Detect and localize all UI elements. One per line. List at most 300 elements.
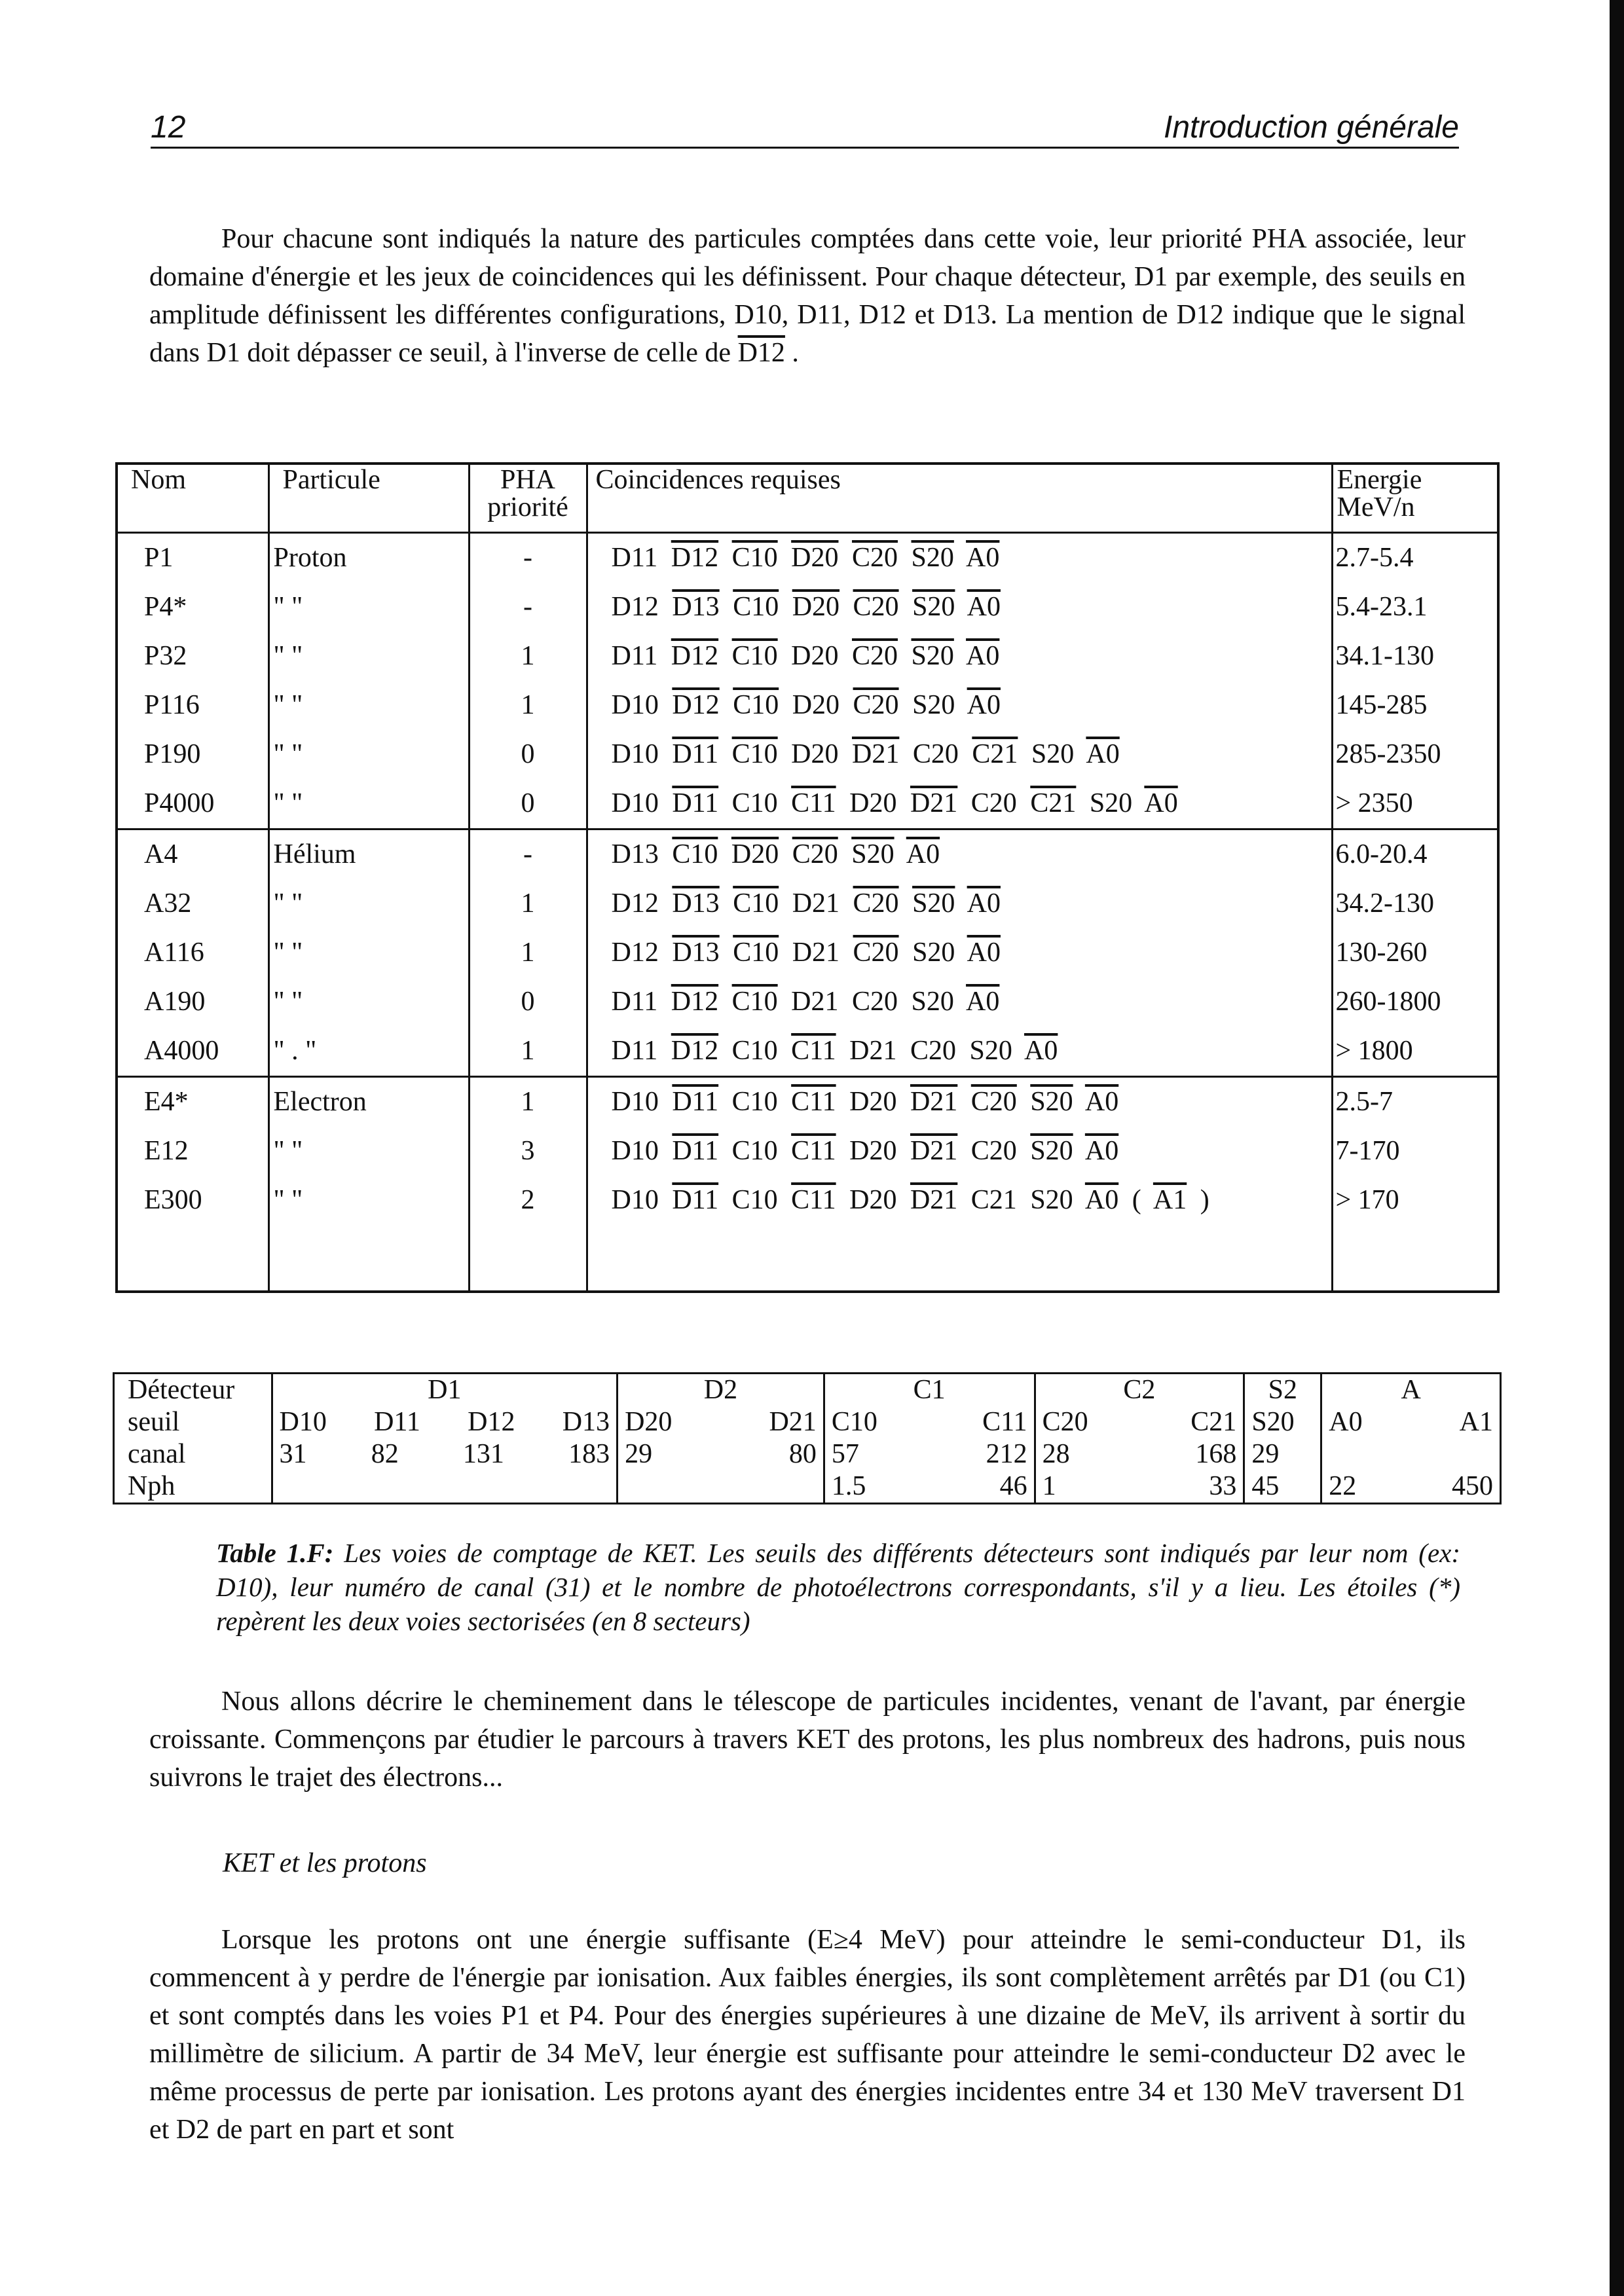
detector-name: A [1401,1375,1421,1405]
channel-coincidences [587,1127,1332,1176]
channel-particle: " " [268,779,469,829]
channel-coincidences [587,681,1332,730]
coincidence-token: S20 [1089,788,1133,818]
coincidence-token-vetoed: S20 [851,839,895,869]
detector-nph-value [625,1470,632,1503]
coincidence-token-vetoed: D12 [671,1036,719,1066]
channel-coincidences [587,829,1332,880]
header-energy-line1: Energie [1337,465,1422,495]
coincidence-token: D11 [611,1036,658,1066]
coincidence-token-vetoed: C11 [791,1036,836,1066]
channel-coincidences [587,632,1332,681]
channel-particle: " " [268,1176,469,1225]
detector-canal-row [832,1438,1027,1470]
channel-name: P4000 [117,779,268,829]
channel-row [117,829,1498,880]
detector-canal-value: 131 [462,1439,504,1469]
channel-coincidences [587,730,1332,779]
coincidence-token-vetoed: D11 [672,788,719,818]
coincidence-token-vetoed: A0 [1144,788,1178,818]
detector-group-d1 [271,1374,617,1503]
coincidence-token-vetoed: C10 [733,592,779,622]
detector-seuil-value: A1 [1459,1407,1494,1437]
coincidence-token: ( [1132,1185,1141,1215]
detector-seuil-value: D11 [374,1407,420,1437]
detector-nph-row [832,1470,1027,1503]
detector-canal-value [1486,1438,1494,1470]
channel-row [117,928,1498,977]
coincidence-token-vetoed: A0 [1086,739,1120,769]
header-pha-line1: PHA [500,465,556,495]
detector-name: D1 [428,1375,462,1405]
coincidence-token-vetoed: A0 [1084,1087,1119,1117]
coincidence-token-vetoed: C10 [672,839,718,869]
channel-name: E300 [117,1176,268,1225]
detector-canal-value: 212 [986,1439,1027,1469]
coincidence-token: S20 [1031,739,1075,769]
channel-coincidences [587,583,1332,632]
coincidence-token: D20 [791,641,839,671]
detector-nph-value: 1.5 [831,1471,866,1501]
channel-name: A4000 [117,1027,268,1077]
detector-nph-value [387,1470,394,1503]
coincidence-token-vetoed: D21 [910,788,958,818]
detector-nph-value [809,1470,817,1503]
coincidence-token-vetoed: C20 [853,888,899,919]
coincidence-token-vetoed: S20 [1030,1136,1073,1166]
coincidence-token-vetoed: D20 [792,592,840,622]
coincidence-token: D21 [791,987,839,1017]
paragraph-3 [149,1921,1466,2149]
detector-canal-value: 31 [279,1439,307,1469]
header-pha [469,464,587,533]
coincidence-token: D20 [792,690,840,720]
detector-canal-row [280,1438,610,1470]
coincidence-token-vetoed: C11 [791,1087,836,1117]
detector-nph-value: 450 [1452,1471,1494,1501]
channel-pha: 1 [469,632,587,681]
channel-particle: " " [268,879,469,928]
coincidence-token: D10 [611,1136,659,1166]
coincidence-token-vetoed: C11 [791,788,836,818]
coincidence-token: S20 [911,987,954,1017]
coincidence-token: D11 [611,987,658,1017]
channel-energy: 260-1800 [1332,977,1498,1027]
channel-energy: 130-260 [1332,928,1498,977]
header-particle: Particule [268,464,469,533]
coincidence-token: D20 [849,1136,897,1166]
header-pha-line2: priorité [487,492,568,522]
channel-energy: > 2350 [1332,779,1498,829]
detector-seuil-row [625,1406,817,1438]
detector-group-d2 [616,1374,823,1503]
coincidence-token: D20 [849,788,897,818]
channel-pha: 2 [469,1176,587,1225]
header-energy-line2: MeV/n [1337,492,1415,522]
channel-coincidences [587,1077,1332,1127]
channel-name: E12 [117,1127,268,1176]
detector-canal-value: 28 [1042,1439,1070,1469]
detector-canal-row [1043,1438,1237,1470]
coincidence-token: D10 [611,690,659,720]
coincidence-token-vetoed: D20 [791,543,839,573]
coincidence-token: C21 [970,1185,1017,1215]
coincidence-token-vetoed: S20 [911,543,954,573]
channel-particle: " " [268,632,469,681]
coincidence-token-vetoed: C21 [972,739,1018,769]
coincidence-token-vetoed: A0 [967,592,1001,622]
running-title: Introduction générale [1164,110,1459,145]
coincidence-token-vetoed: A0 [967,690,1001,720]
channel-row [117,632,1498,681]
coincidence-token: D21 [792,938,840,968]
detector-seuil-value: S20 [1251,1407,1295,1437]
coincidence-token: D21 [792,888,840,919]
detector-nph-row [1251,1470,1314,1503]
channel-row [117,583,1498,632]
coincidence-token: D20 [849,1185,897,1215]
channel-coincidences [587,1027,1332,1077]
header-name: Nom [117,464,268,533]
coincidence-token-vetoed: A0 [966,543,1000,573]
coincidence-token-vetoed: C10 [731,739,778,769]
detector-group-c1 [823,1374,1034,1503]
detector-groups-host [271,1374,1501,1504]
coincidence-token: D11 [611,641,658,671]
detector-seuil-row [832,1406,1027,1438]
coincidence-token-vetoed: D12 [671,987,719,1017]
channel-row [117,1027,1498,1077]
channel-particle: Hélium [268,829,469,880]
coincidence-token: D12 [611,938,659,968]
table-caption [216,1536,1460,1638]
coincidence-token: D20 [849,1087,897,1117]
channel-name: E4* [117,1077,268,1127]
detector-seuil-value: D21 [769,1407,817,1437]
detector-table [113,1372,1502,1504]
coincidence-token-vetoed: S20 [1030,1087,1073,1117]
coincidence-token-vetoed: C20 [970,1087,1017,1117]
coincidence-token-vetoed: D13 [672,888,720,919]
channel-row [117,779,1498,829]
channel-energy: 5.4-23.1 [1332,583,1498,632]
channel-table-padding [117,1225,1498,1292]
coincidence-token-vetoed: A0 [1084,1136,1119,1166]
caption-label: Table 1.F: [216,1538,334,1568]
running-header [151,110,1459,149]
coincidence-token: D10 [611,788,659,818]
coincidence-token-vetoed: A0 [967,888,1001,919]
coincidence-token-vetoed: D21 [910,1185,958,1215]
coincidence-token: D21 [849,1036,897,1066]
channel-row [117,681,1498,730]
channel-pha: 3 [469,1127,587,1176]
overlined-d12: D12 [737,338,785,368]
coincidence-token-vetoed: A0 [967,938,1001,968]
channel-pha: - [469,829,587,880]
coincidence-token: C10 [731,1136,778,1166]
detector-canal-value: 29 [1251,1439,1280,1469]
detector-seuil-value: D12 [468,1407,515,1437]
detector-nph-row [280,1470,610,1503]
channel-energy: > 170 [1332,1176,1498,1225]
coincidence-token-vetoed: A0 [966,641,1000,671]
coincidence-token-vetoed: C20 [851,543,898,573]
coincidence-token: D10 [611,1087,659,1117]
label-canal: canal [128,1439,186,1469]
channel-row [117,879,1498,928]
coincidence-token: C10 [731,788,778,818]
detector-nph-row [1329,1470,1493,1503]
channel-particle: Proton [268,533,469,583]
channel-name: P1 [117,533,268,583]
coincidence-token: S20 [912,938,955,968]
detector-canal-row [625,1438,817,1470]
page-number: 12 [151,110,186,145]
channel-energy: 2.7-5.4 [1332,533,1498,583]
coincidence-token-vetoed: S20 [912,888,955,919]
channel-row [117,730,1498,779]
channel-pha: 1 [469,928,587,977]
coincidence-token: C20 [851,987,898,1017]
coincidence-token-vetoed: D12 [671,641,719,671]
coincidence-token-vetoed: D13 [672,938,720,968]
channel-particle: " " [268,1127,469,1176]
detector-nph-value: 33 [1209,1471,1237,1501]
coincidence-token-vetoed: A0 [906,839,940,869]
channel-pha: 0 [469,779,587,829]
channel-particle: " . " [268,1027,469,1077]
coincidence-token: C20 [910,1036,956,1066]
coincidence-token: C20 [970,788,1017,818]
coincidence-token-vetoed: S20 [911,641,954,671]
detector-group-a [1320,1374,1500,1503]
coincidence-token: C20 [970,1136,1017,1166]
coincidence-token-vetoed: D12 [671,543,719,573]
channel-row [117,1176,1498,1225]
detector-seuil-value: D10 [279,1407,327,1437]
coincidence-token-vetoed: D11 [672,739,719,769]
detector-seuil-value: A0 [1329,1407,1363,1437]
channel-energy: 145-285 [1332,681,1498,730]
header-coincidences: Coincidences requises [587,464,1332,533]
empty-cell [268,1225,469,1292]
channel-pha: 1 [469,681,587,730]
detector-nph-value: 22 [1329,1471,1357,1501]
channel-coincidences [587,879,1332,928]
coincidence-token-vetoed: C20 [853,938,899,968]
detector-table-labels [114,1374,271,1504]
coincidence-token-vetoed: C11 [791,1185,836,1215]
channel-pha: - [469,533,587,583]
detector-canal-value: 168 [1195,1439,1237,1469]
channel-coincidences [587,977,1332,1027]
channel-pha: 1 [469,879,587,928]
empty-cell [1332,1225,1498,1292]
coincidence-token-vetoed: C20 [792,839,838,869]
channel-energy: > 1800 [1332,1027,1498,1077]
coincidence-token: C20 [912,739,959,769]
label-nph: Nph [128,1471,175,1501]
detector-group-s2 [1243,1374,1320,1503]
channel-coincidences [587,928,1332,977]
coincidence-token-vetoed: A1 [1153,1185,1187,1215]
channel-energy: 2.5-7 [1332,1077,1498,1127]
coincidence-token: C10 [731,1185,778,1215]
empty-cell [117,1225,268,1292]
detector-seuil-row [1251,1406,1314,1438]
detector-canal-row [1329,1438,1493,1470]
paragraph-2-text: Nous allons décrire le cheminement dans le télescope de particules incidentes, venant de l'avant, par énergie croissante. Commençons par étudier le parcours à travers KET des protons, les plus nombreux des hadrons, puis nous suivrons le trajet des électrons... [149,1686,1466,1793]
coincidence-token-vetoed: D21 [910,1136,958,1166]
intro-text-end: . [784,338,799,368]
coincidence-token: D12 [611,592,659,622]
detector-nph-value [495,1470,502,1503]
detector-seuil-row [280,1406,610,1438]
detector-name: D2 [703,1375,738,1405]
channel-row [117,1077,1498,1127]
detector-seuil-value: C21 [1190,1407,1237,1437]
coincidence-token: S20 [969,1036,1012,1066]
channel-row [117,1127,1498,1176]
coincidence-token: D11 [611,543,658,573]
coincidence-token: D20 [791,739,839,769]
paragraph-3-text: Lorsque les protons ont une énergie suffisante (E≥4 MeV) pour atteindre le semi-conducteur D1, ils commencent à y perdre de l'énergie par ionisation. Aux faibles énergies, ils sont complètement arrêtés par D1 (ou C1) et sont comptés dans les voies P1 et P4. Pour des énergies supérieures à une dizaine de MeV, ils arrivent à sortir du millimètre de silicium. A partir de 34 MeV, leur énergie est suffisante pour atteindre le semi-conducteur D2 avec le même processus de perte par ionisation. Les protons ayant des énergies incidentes entre 34 et 130 MeV traversent D1 et D2 de part en part et sont [149,1925,1466,2145]
channel-pha: 0 [469,977,587,1027]
label-seuil: seuil [128,1407,180,1437]
scan-edge [1610,0,1624,2296]
channel-energy: 7-170 [1332,1127,1498,1176]
coincidence-token-vetoed: A0 [966,987,1000,1017]
coincidence-token-vetoed: C10 [733,938,779,968]
empty-cell [587,1225,1332,1292]
channel-particle: " " [268,583,469,632]
detector-canal-value: 29 [625,1439,653,1469]
channel-pha: - [469,583,587,632]
subheading: KET et les protons [223,1848,427,1878]
channel-pha: 1 [469,1027,587,1077]
coincidence-token-vetoed: C20 [851,641,898,671]
detector-canal-value: 80 [788,1439,817,1469]
detector-canal-value: 183 [568,1439,610,1469]
coincidence-token: C10 [731,1087,778,1117]
coincidence-token: ) [1200,1185,1209,1215]
channel-pha: 1 [469,1077,587,1127]
coincidence-token-vetoed: C10 [731,987,778,1017]
coincidence-token: D10 [611,739,659,769]
channels-table-header [117,464,1498,533]
coincidence-token-vetoed: C20 [853,592,899,622]
channel-energy: 6.0-20.4 [1332,829,1498,880]
intro-text: Pour chacune sont indiqués la nature des particules comptées dans cette voie, leur priorité PHA associée, leur domaine d'énergie et les jeux de coincidences qui les définissent. Pour chaque détecteur, D1 par exemple, des seuils en amplitude définissent les différentes configurations, D10, D11, D12 et D13. La mention de D12 indique que le signal dans D1 doit dépasser ce seuil, à l'inverse de celle de [149,224,1466,368]
coincidence-token-vetoed: C10 [731,641,778,671]
coincidence-token: D10 [611,1185,659,1215]
coincidence-token-vetoed: S20 [912,592,955,622]
detector-nph-value [603,1470,610,1503]
coincidence-token-vetoed: C10 [733,690,779,720]
detector-canal-value [1329,1438,1336,1470]
channel-energy: 285-2350 [1332,730,1498,779]
detector-name: C2 [1123,1375,1156,1405]
channel-particle: " " [268,977,469,1027]
coincidence-token-vetoed: C10 [733,888,779,919]
paragraph-2 [149,1683,1466,1796]
channel-row [117,977,1498,1027]
detector-group-c2 [1034,1374,1244,1503]
channel-row [117,533,1498,583]
coincidence-token-vetoed: D21 [910,1087,958,1117]
detector-canal-row [1251,1438,1314,1470]
coincidence-token-vetoed: A0 [1084,1185,1119,1215]
detector-name: C1 [913,1375,946,1405]
channel-particle: " " [268,928,469,977]
label-detecteur: Détecteur [128,1375,235,1405]
coincidence-token-vetoed: D21 [851,739,900,769]
detector-seuil-value: C10 [831,1407,877,1437]
channel-name: A116 [117,928,268,977]
channel-coincidences [587,1176,1332,1225]
detector-seuil-row [1329,1406,1493,1438]
detector-canal-value: 57 [831,1439,859,1469]
coincidence-token-vetoed: C20 [853,690,899,720]
coincidence-token-vetoed: C10 [731,543,778,573]
coincidence-token-vetoed: C11 [791,1136,836,1166]
coincidence-token-vetoed: D11 [672,1185,719,1215]
coincidence-token-vetoed: D11 [672,1136,719,1166]
coincidence-token-vetoed: D11 [672,1087,719,1117]
detector-seuil-value: C20 [1042,1407,1088,1437]
channel-name: P190 [117,730,268,779]
detector-seuil-value: D20 [625,1407,673,1437]
empty-cell [469,1225,587,1292]
channel-coincidences [587,779,1332,829]
channel-name: P116 [117,681,268,730]
channel-name: A32 [117,879,268,928]
channel-name: A4 [117,829,268,880]
detector-canal-value: 82 [371,1439,399,1469]
coincidence-token: S20 [1030,1185,1073,1215]
detector-nph-row [1043,1470,1237,1503]
channel-particle: Electron [268,1077,469,1127]
detector-nph-value [280,1470,287,1503]
intro-paragraph [149,220,1466,372]
channel-coincidences [587,533,1332,583]
coincidence-token: D12 [611,888,659,919]
channel-name: P4* [117,583,268,632]
coincidence-token-vetoed: A0 [1024,1036,1058,1066]
coincidence-token-vetoed: D13 [672,592,720,622]
coincidence-token: S20 [912,690,955,720]
coincidence-token-vetoed: D12 [672,690,720,720]
detector-nph-value: 1 [1042,1471,1056,1501]
detector-groups [271,1374,1500,1503]
coincidence-token-vetoed: D20 [731,839,779,869]
caption-text: Les voies de comptage de KET. Les seuils des différents détecteurs sont indiqués par leur nom (ex: D10), leur numéro de canal (31) et le nombre de photoélectrons correspondants, s'il y a lieu. Les étoiles (*) repèrent les deux voies sectorisées (en 8 secteurs) [216,1538,1460,1636]
channel-pha: 0 [469,730,587,779]
detector-nph-value: 45 [1251,1471,1280,1501]
channels-table [115,462,1500,1293]
coincidence-token: D13 [611,839,659,869]
channel-energy: 34.1-130 [1332,632,1498,681]
channel-name: P32 [117,632,268,681]
coincidence-token: C10 [731,1036,778,1066]
header-energy [1332,464,1498,533]
detector-seuil-value: D13 [562,1407,610,1437]
detector-name: S2 [1268,1375,1297,1405]
channel-particle: " " [268,681,469,730]
detector-nph-value: 46 [999,1471,1027,1501]
channel-energy: 34.2-130 [1332,879,1498,928]
